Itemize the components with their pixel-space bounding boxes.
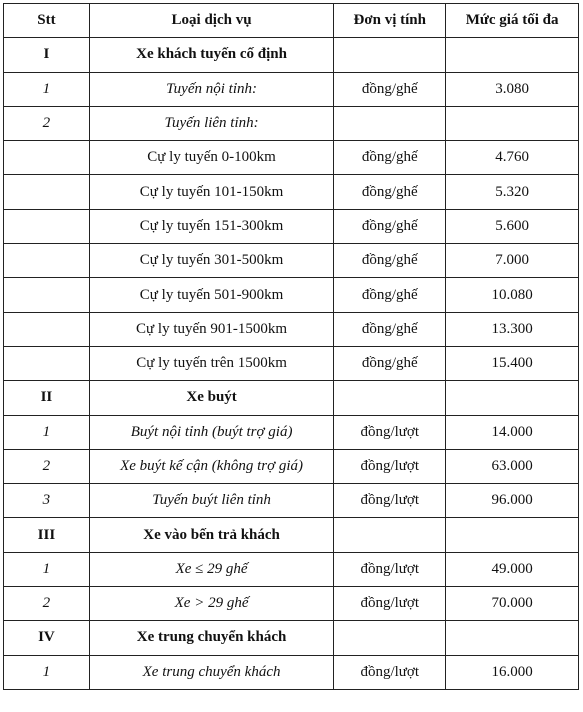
table-row bbox=[4, 209, 579, 243]
cell-price bbox=[446, 381, 579, 415]
cell-unit: đồng/ghế bbox=[334, 346, 446, 380]
table-body bbox=[4, 38, 579, 690]
cell-stt bbox=[4, 346, 90, 380]
table-row bbox=[4, 587, 579, 621]
cell-service: Cự ly tuyến 301-500km bbox=[89, 244, 333, 278]
cell-service: Cự ly tuyến 501-900km bbox=[89, 278, 333, 312]
price-table bbox=[3, 3, 579, 690]
cell-unit: đồng/lượt bbox=[334, 415, 446, 449]
cell-price: 5.600 bbox=[446, 209, 579, 243]
cell-service: Cự ly tuyến trên 1500km bbox=[89, 346, 333, 380]
header-stt: Stt bbox=[4, 4, 90, 38]
cell-price: 3.080 bbox=[446, 72, 579, 106]
cell-unit bbox=[334, 621, 446, 655]
cell-unit bbox=[334, 38, 446, 72]
table-row bbox=[4, 106, 579, 140]
cell-price: 70.000 bbox=[446, 587, 579, 621]
cell-stt bbox=[4, 209, 90, 243]
header-service: Loại dịch vụ bbox=[89, 4, 333, 38]
cell-service: Xe khách tuyến cố định bbox=[89, 38, 333, 72]
cell-service: Xe buýt kế cận (không trợ giá) bbox=[89, 449, 333, 483]
cell-price: 10.080 bbox=[446, 278, 579, 312]
cell-price: 13.300 bbox=[446, 312, 579, 346]
header-price: Mức giá tối đa bbox=[446, 4, 579, 38]
cell-stt: 1 bbox=[4, 415, 90, 449]
cell-stt: IV bbox=[4, 621, 90, 655]
cell-unit: đồng/ghế bbox=[334, 209, 446, 243]
cell-service: Tuyến nội tỉnh: bbox=[89, 72, 333, 106]
cell-stt: 1 bbox=[4, 552, 90, 586]
cell-unit: đồng/lượt bbox=[334, 484, 446, 518]
cell-stt bbox=[4, 141, 90, 175]
cell-price bbox=[446, 621, 579, 655]
cell-service: Xe ≤ 29 ghế bbox=[89, 552, 333, 586]
cell-service: Xe > 29 ghế bbox=[89, 587, 333, 621]
cell-stt: 2 bbox=[4, 587, 90, 621]
cell-stt: 1 bbox=[4, 72, 90, 106]
table-row bbox=[4, 72, 579, 106]
cell-unit bbox=[334, 518, 446, 552]
cell-price: 15.400 bbox=[446, 346, 579, 380]
header-unit: Đơn vị tính bbox=[334, 4, 446, 38]
cell-price: 63.000 bbox=[446, 449, 579, 483]
cell-unit bbox=[334, 106, 446, 140]
cell-price: 14.000 bbox=[446, 415, 579, 449]
section-row bbox=[4, 621, 579, 655]
cell-stt bbox=[4, 312, 90, 346]
cell-stt: II bbox=[4, 381, 90, 415]
cell-stt bbox=[4, 278, 90, 312]
cell-service: Tuyến liên tỉnh: bbox=[89, 106, 333, 140]
table-row bbox=[4, 244, 579, 278]
cell-price: 5.320 bbox=[446, 175, 579, 209]
cell-stt: I bbox=[4, 38, 90, 72]
cell-price: 7.000 bbox=[446, 244, 579, 278]
cell-unit: đồng/ghế bbox=[334, 141, 446, 175]
table-row bbox=[4, 175, 579, 209]
cell-stt bbox=[4, 175, 90, 209]
cell-price bbox=[446, 38, 579, 72]
cell-price: 96.000 bbox=[446, 484, 579, 518]
cell-service: Buýt nội tỉnh (buýt trợ giá) bbox=[89, 415, 333, 449]
table-row bbox=[4, 449, 579, 483]
cell-stt: 2 bbox=[4, 449, 90, 483]
cell-unit: đồng/ghế bbox=[334, 278, 446, 312]
section-row bbox=[4, 518, 579, 552]
cell-service: Xe trung chuyển khách bbox=[89, 621, 333, 655]
cell-unit: đồng/ghế bbox=[334, 72, 446, 106]
cell-price: 49.000 bbox=[446, 552, 579, 586]
cell-service: Xe trung chuyển khách bbox=[89, 655, 333, 689]
table-header-row bbox=[4, 4, 579, 38]
table-row bbox=[4, 278, 579, 312]
section-row bbox=[4, 38, 579, 72]
cell-unit: đồng/ghế bbox=[334, 175, 446, 209]
table-row bbox=[4, 552, 579, 586]
cell-price bbox=[446, 106, 579, 140]
cell-service: Xe vào bến trả khách bbox=[89, 518, 333, 552]
table-row bbox=[4, 141, 579, 175]
cell-unit bbox=[334, 381, 446, 415]
table-row bbox=[4, 346, 579, 380]
table-row bbox=[4, 484, 579, 518]
cell-service: Xe buýt bbox=[89, 381, 333, 415]
cell-service: Tuyến buýt liên tỉnh bbox=[89, 484, 333, 518]
cell-stt: III bbox=[4, 518, 90, 552]
cell-stt: 2 bbox=[4, 106, 90, 140]
cell-service: Cự ly tuyến 151-300km bbox=[89, 209, 333, 243]
cell-stt bbox=[4, 244, 90, 278]
table-row bbox=[4, 415, 579, 449]
cell-unit: đồng/lượt bbox=[334, 587, 446, 621]
cell-stt: 3 bbox=[4, 484, 90, 518]
cell-stt: 1 bbox=[4, 655, 90, 689]
table-row bbox=[4, 655, 579, 689]
cell-price: 16.000 bbox=[446, 655, 579, 689]
cell-unit: đồng/ghế bbox=[334, 244, 446, 278]
cell-service: Cự ly tuyến 0-100km bbox=[89, 141, 333, 175]
cell-service: Cự ly tuyến 901-1500km bbox=[89, 312, 333, 346]
cell-unit: đồng/lượt bbox=[334, 655, 446, 689]
cell-unit: đồng/lượt bbox=[334, 552, 446, 586]
section-row bbox=[4, 381, 579, 415]
cell-unit: đồng/ghế bbox=[334, 312, 446, 346]
cell-unit: đồng/lượt bbox=[334, 449, 446, 483]
table-row bbox=[4, 312, 579, 346]
cell-service: Cự ly tuyến 101-150km bbox=[89, 175, 333, 209]
cell-price bbox=[446, 518, 579, 552]
cell-price: 4.760 bbox=[446, 141, 579, 175]
